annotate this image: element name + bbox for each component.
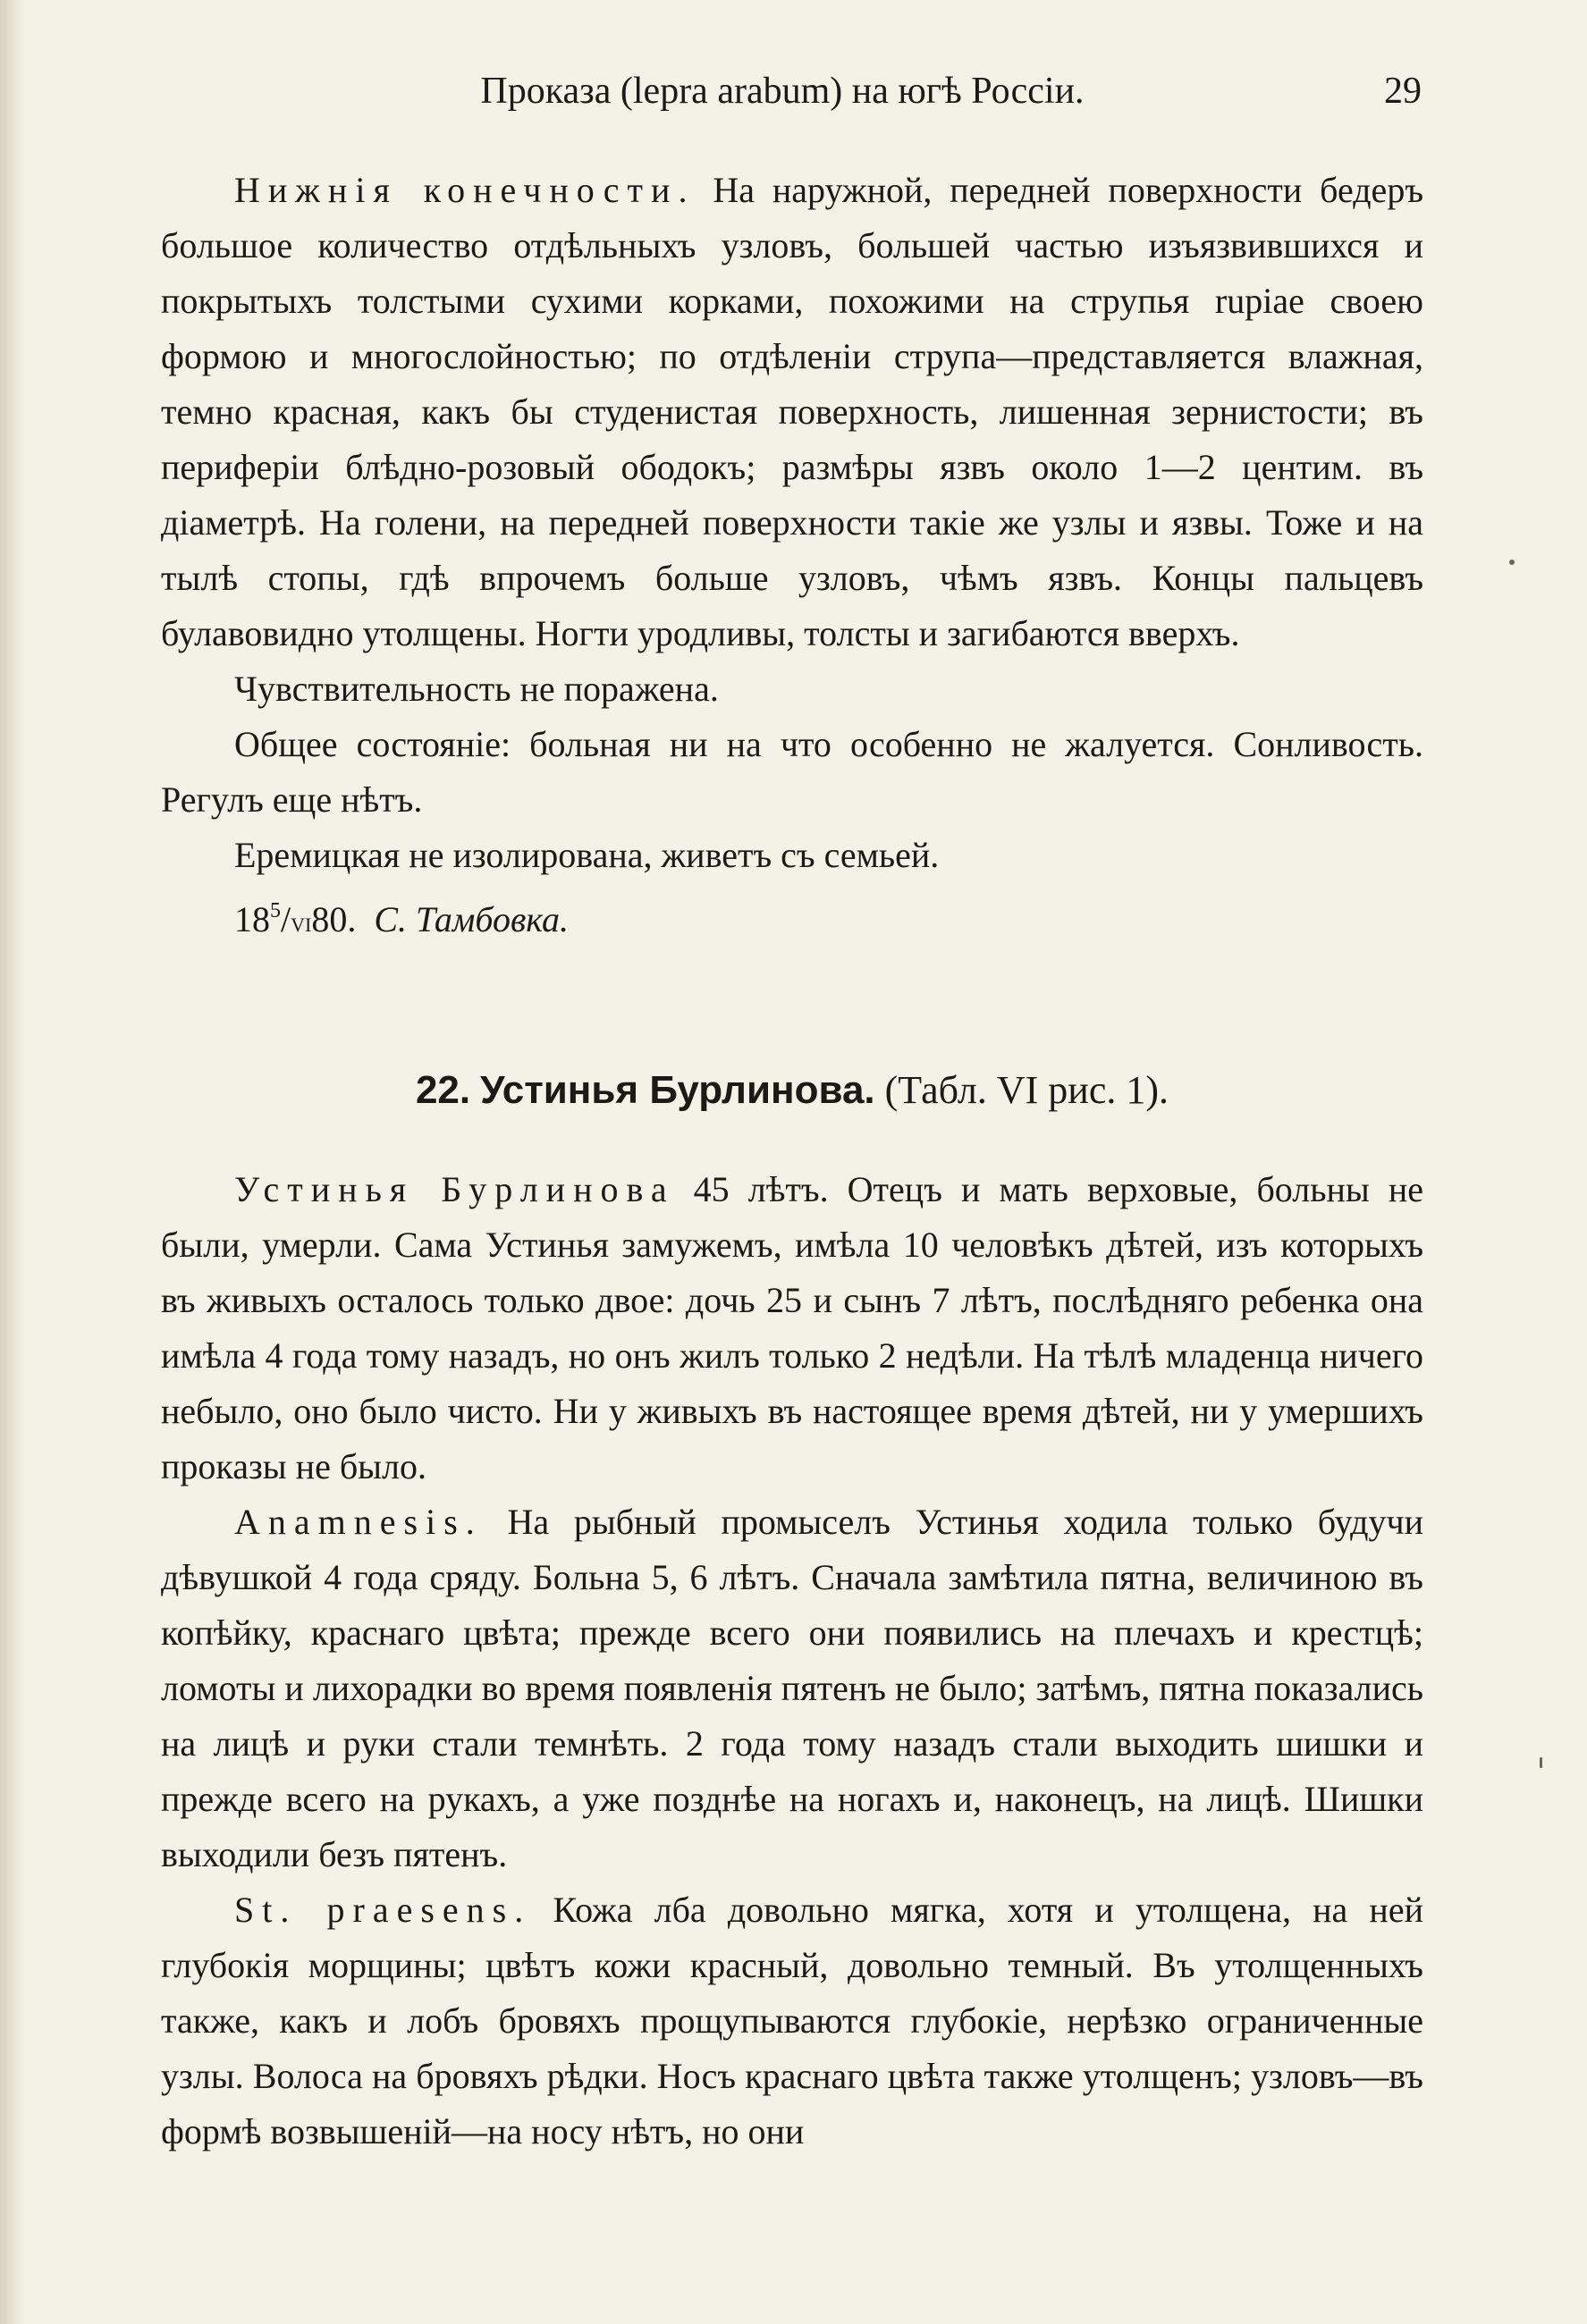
paragraph-lower-limbs <box>161 163 1423 661</box>
scan-shadow-edge <box>0 0 25 2324</box>
scan-speck <box>1540 1757 1542 1768</box>
paragraph-lead: Anamnesis. <box>234 1502 483 1542</box>
scan-speck <box>1509 560 1515 565</box>
date-superscript: 5 <box>270 899 281 922</box>
date-day: 18 <box>234 899 270 939</box>
date-place-line <box>234 883 1423 953</box>
paragraph-status-praesens <box>161 1882 1423 2160</box>
case-number: 22. <box>415 1068 471 1112</box>
paragraph-isolation: Еремицкая не изолирована, живетъ съ семьей. <box>234 835 940 875</box>
section-case-22 <box>161 1162 1423 2160</box>
paragraph-sensitivity: Чувствительность не поражена. <box>234 669 719 709</box>
date-year: 80. <box>311 899 357 939</box>
date-month: VI <box>291 914 312 936</box>
running-header <box>143 63 1422 125</box>
paragraph-general-state: Общее состояніе: больная ни на что особенно не жалуется. Сонливость. Регулъ еще нѣтъ. <box>161 724 1423 820</box>
paragraph-lead: St. praesens. <box>234 1890 532 1930</box>
date-slash: / <box>281 899 291 939</box>
section-lower-limbs <box>161 163 1423 953</box>
paragraph-text: Кожа лба довольно мягка, хотя и утолщена, на ней глубокія морщины; цвѣтъ кожи красный, довольно темный. Въ утолщенныхъ также, какъ и лобъ бровяхъ прощупываются глубокіе, нерѣзко ограниченные узлы. Волоса на бровяхъ рѣдки. Носъ краснаго цвѣта также утолщенъ; узловъ—въ формѣ возвышеній—на носу нѣтъ, но они <box>161 1890 1423 2151</box>
paragraph-lead: Нижнія конечности. <box>234 170 696 210</box>
case-name: Устинья Бурлинова. <box>480 1068 875 1112</box>
paragraph-lead: Устинья Бурлинова <box>234 1169 675 1209</box>
paragraph-text: На рыбный промыселъ Устинья ходила только будучи дѣвушкой 4 года сряду. Больна 5, 6 лѣтъ. Сначала замѣтила пятна, величиною въ копѣйку, краснаго цвѣта; прежде всего они появились на плечахъ и крестцѣ; ломоты и лихорадки во время появленія пятенъ не было; затѣмъ, пятна показались на лицѣ и руки стали темнѣть. 2 года тому назадъ стали выходить шишки и прежде всего на рукахъ, а уже позднѣе на ногахъ и, наконецъ, на лицѣ. Шишки выходили безъ пятенъ. <box>161 1502 1423 1874</box>
village-name: С. Тамбовка. <box>374 899 570 939</box>
paragraph-text: 45 лѣтъ. Отецъ и мать верховые, больны не были, умерли. Сама Устинья замужемъ, имѣла 10 человѣкъ дѣтей, изъ которыхъ въ живыхъ осталось только двое: дочь 25 и сынъ 7 лѣтъ, послѣдняго ребенка она имѣла 4 года тому назадъ, но онъ жилъ только 2 недѣли. На тѣлѣ младенца ничего небыло, оно было чисто. Ни у живыхъ въ настоящее время дѣтей, ни у умершихъ проказы не было. <box>161 1169 1423 1486</box>
running-title: Проказа (lepra arabum) на югѣ Россіи. <box>480 71 1085 112</box>
paragraph-family-history <box>161 1162 1423 1495</box>
table-reference: (Табл. VI рис. 1). <box>884 1068 1169 1112</box>
page-number: 29 <box>1384 71 1422 112</box>
paragraph-anamnesis <box>161 1495 1423 1882</box>
case-heading <box>161 1055 1423 1126</box>
paragraph-text: На наружной, передней поверхности бедеръ большое количество отдѣльныхъ узловъ, большей частью изъязвившихся и покрытыхъ толстыми сухими корками, похожими на струпья rupiae своею формою и многослойностью; по отдѣленіи струпа—представляется влажная, темно красная, какъ бы студенистая поверхность, лишенная зернистости; въ периферіи блѣдно-розовый ободокъ; размѣры язвъ около 1—2 центим. въ діаметрѣ. На голени, на передней поверхности такіе же узлы и язвы. Тоже и на тылѣ стопы, гдѣ впрочемъ больше узловъ, чѣмъ язвъ. Концы пальцевъ булавовидно утолщены. Ногти уродливы, толсты и загибаются вверхъ. <box>161 170 1423 653</box>
